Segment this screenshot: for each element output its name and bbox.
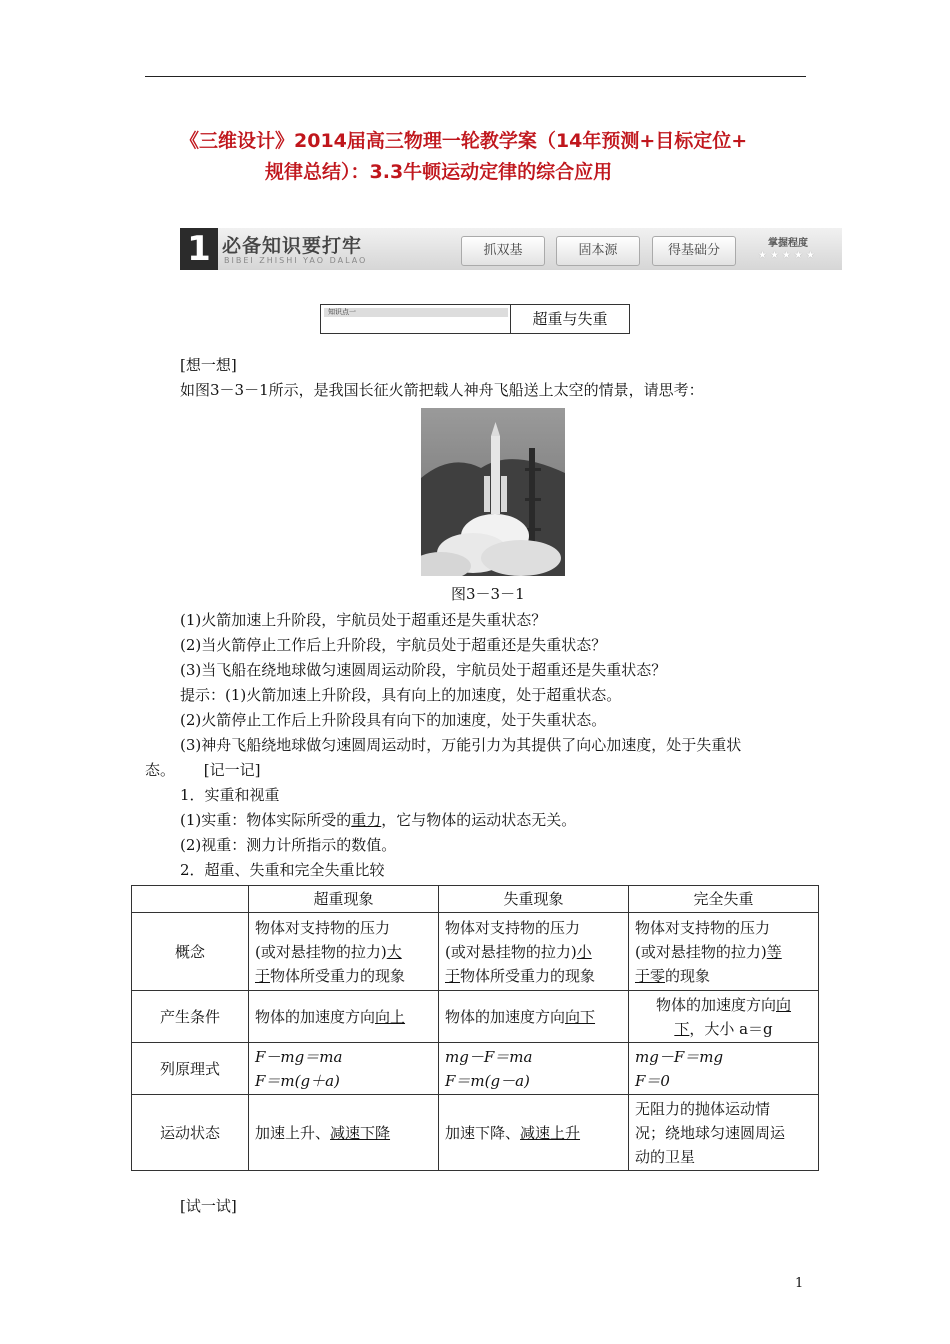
table-row — [132, 991, 819, 1043]
comparison-table — [131, 885, 819, 1171]
section-banner-pinyin: BIBEI ZHISHI YAO DALAO — [224, 256, 368, 265]
concept-text: (或对悬挂物的拉力) — [255, 942, 387, 961]
header-rule — [145, 76, 806, 77]
table-row — [132, 913, 819, 991]
concept-text: 物体对支持物的压力 — [445, 918, 581, 937]
condition-key: 向下 — [565, 1007, 596, 1026]
row-label-condition: 产生条件 — [132, 991, 249, 1043]
cell-concept-weightless — [439, 913, 629, 991]
page-number: 1 — [795, 1276, 804, 1291]
rocket-launch-image — [421, 408, 565, 576]
concept-key: 于 — [255, 966, 271, 985]
hint-3-cont — [145, 758, 261, 783]
formula-line: mg－F＝mg — [635, 1047, 724, 1066]
banner-button-3[interactable]: 得基础分 — [652, 236, 736, 266]
motion-key: 减速上升 — [520, 1123, 581, 1142]
concept-text: (或对悬挂物的拉力) — [445, 942, 577, 961]
motion-text: 况；绕地球匀速圆周运 — [635, 1123, 786, 1142]
knowledge-point-title: 超重与失重 — [532, 310, 608, 328]
table-row — [132, 1095, 819, 1171]
cell-motion-weightless — [439, 1095, 629, 1171]
cell-formula-weightless — [439, 1043, 629, 1095]
cell-condition-weightless — [439, 991, 629, 1043]
motion-text: 动的卫星 — [635, 1147, 696, 1166]
condition-key: 下 — [674, 1019, 690, 1038]
table-row — [132, 1043, 819, 1095]
rocket-launch-illustration — [421, 408, 565, 576]
formula-line: F－mg＝ma — [255, 1047, 343, 1066]
cell-motion-complete — [629, 1095, 819, 1171]
figure-caption: 图3－3－1 — [451, 585, 525, 603]
try-heading: [试一试] — [180, 1197, 237, 1215]
cell-condition-overweight — [249, 991, 439, 1043]
think-heading: [想一想] — [180, 356, 237, 374]
title-line-2: 规律总结）：3.3牛顿运动定律的综合应用 — [265, 161, 613, 183]
formula-line: F＝m(g＋a) — [255, 1071, 340, 1090]
condition-text: 物体的加速度方向 — [445, 1007, 566, 1026]
note-real-weight-pre: (1)实重：物体实际所受的 — [180, 811, 352, 829]
table-header-complete: 完全失重 — [629, 886, 819, 913]
knowledge-point-tag: 知识点一 — [324, 308, 508, 317]
row-label-motion: 运动状态 — [132, 1095, 249, 1171]
formula-line: mg－F＝ma — [445, 1047, 533, 1066]
cell-formula-overweight — [249, 1043, 439, 1095]
banner-button-1[interactable]: 抓双基 — [461, 236, 545, 266]
concept-text: (或对悬挂物的拉力) — [635, 942, 767, 961]
condition-key: 向上 — [375, 1007, 406, 1026]
hint-1: 提示：(1)火箭加速上升阶段，具有向上的加速度，处于超重状态。 — [180, 686, 622, 704]
question-2: (2)当火箭停止工作后上升阶段，宇航员处于超重还是失重状态？ — [180, 636, 607, 654]
hint-2: (2)火箭停止工作后上升阶段具有向下的加速度，处于失重状态。 — [180, 711, 607, 729]
title-line-1: 《三维设计》2014届高三物理一轮教学案（14年预测+目标定位+ — [180, 130, 748, 152]
concept-text: 物体对支持物的压力 — [255, 918, 391, 937]
row-label-formula: 列原理式 — [132, 1043, 249, 1095]
question-3: (3)当飞船在绕地球做匀速圆周运动阶段，宇航员处于超重还是失重状态？ — [180, 661, 667, 679]
document-title — [180, 126, 820, 188]
note-real-weight-post: ，它与物体的运动状态无关。 — [381, 811, 577, 829]
concept-text: 物体对支持物的压力 — [635, 918, 771, 937]
question-1: (1)火箭加速上升阶段，宇航员处于超重还是失重状态？ — [180, 611, 547, 629]
note-real-weight — [180, 808, 576, 833]
concept-key: 于 — [445, 966, 461, 985]
cell-formula-complete — [629, 1043, 819, 1095]
condition-text: ，大小 a＝g — [689, 1019, 773, 1038]
concept-key: 小 — [576, 942, 592, 961]
mastery-label: 掌握程度 — [768, 238, 808, 249]
note-real-weight-key: 重力 — [351, 811, 382, 829]
cell-motion-overweight — [249, 1095, 439, 1171]
table-header-overweight: 超重现象 — [249, 886, 439, 913]
remember-heading: [记一记] — [203, 761, 261, 779]
motion-text: 无阻力的抛体运动情 — [635, 1099, 771, 1118]
note-section-1: 1．实重和视重 — [180, 786, 280, 804]
concept-text: 物体所受重力的现象 — [460, 966, 596, 985]
concept-key: 大 — [386, 942, 402, 961]
formula-line: F＝m(g－a) — [445, 1071, 530, 1090]
concept-text: 的现象 — [665, 966, 711, 985]
banner-button-2[interactable]: 固本源 — [556, 236, 640, 266]
hint-3-tail: 态。 — [145, 761, 176, 779]
motion-text: 加速上升、 — [255, 1123, 331, 1142]
motion-text: 加速下降、 — [445, 1123, 521, 1142]
think-intro: 如图3－3－1所示，是我国长征火箭把载人神舟飞船送上太空的情景，请思考： — [180, 381, 704, 399]
concept-text: 物体所受重力的现象 — [270, 966, 406, 985]
condition-text: 物体的加速度方向 — [255, 1007, 376, 1026]
section-banner-title: 必备知识要打牢 — [222, 235, 363, 257]
condition-key: 向 — [776, 995, 792, 1014]
cell-concept-complete — [629, 913, 819, 991]
cell-concept-overweight — [249, 913, 439, 991]
knowledge-point-divider — [510, 304, 511, 334]
concept-key: 于零 — [635, 966, 666, 985]
mastery-stars-icon: ★★★★★ — [758, 250, 818, 261]
motion-key: 减速下降 — [330, 1123, 391, 1142]
condition-text: 物体的加速度方向 — [655, 995, 776, 1014]
formula-line: F＝0 — [635, 1071, 670, 1090]
cell-condition-complete — [629, 991, 819, 1043]
note-apparent-weight: (2)视重：测力计所指示的数值。 — [180, 836, 397, 854]
table-header-empty — [132, 886, 249, 913]
hint-3: (3)神舟飞船绕地球做匀速圆周运动时，万能引力为其提供了向心加速度，处于失重状 — [180, 736, 742, 754]
concept-key: 等 — [766, 942, 782, 961]
section-number: 1 — [180, 228, 218, 270]
row-label-concept: 概念 — [132, 913, 249, 991]
table-header-weightless: 失重现象 — [439, 886, 629, 913]
table-header-row — [132, 886, 819, 913]
note-section-2: 2．超重、失重和完全失重比较 — [180, 861, 385, 879]
